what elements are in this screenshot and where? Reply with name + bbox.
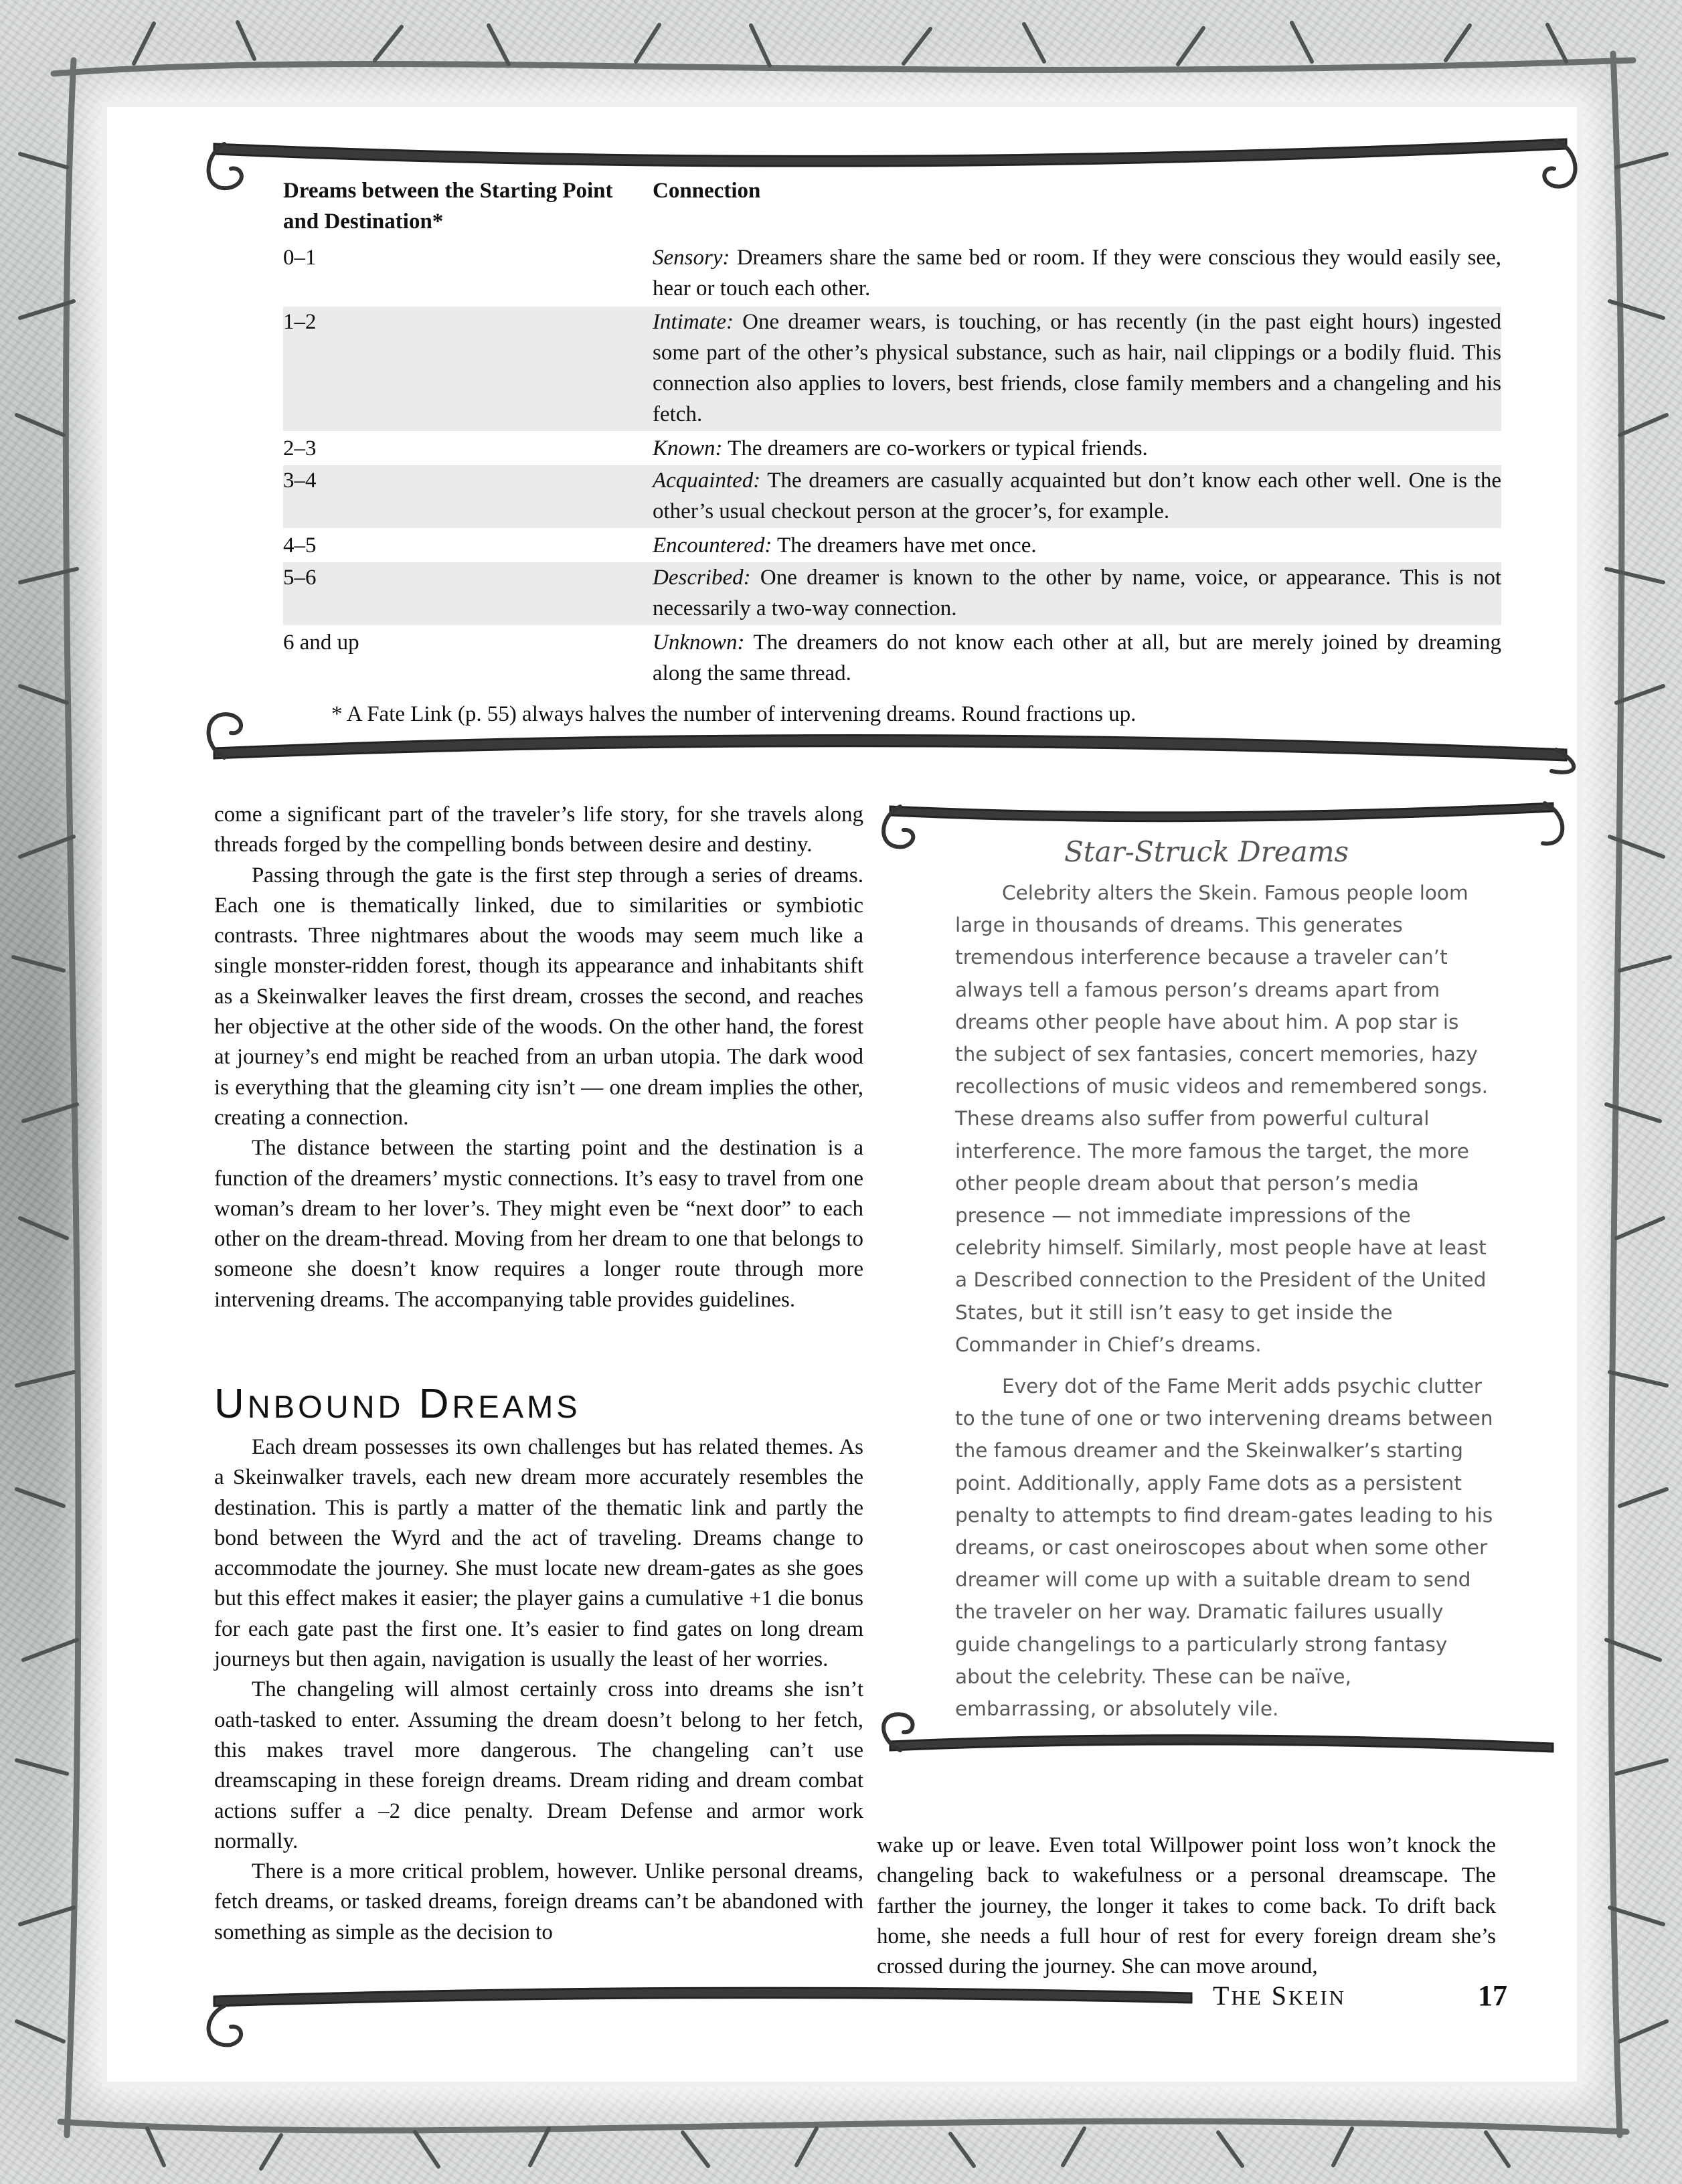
row-distance: 1–2 [283,310,317,334]
table-row [283,627,1501,690]
row-distance: 6 and up [283,631,359,655]
sidebar-title: Star-Struck Dreams [1064,835,1349,868]
table-footnote: * A Fate Link (p. 55) always halves the number of intervening dreams. Round fractions up. [331,702,1137,726]
sidebar-paragraph: Celebrity alters the Skein. Famous people loom large in thousands of dreams. This generates tremendous interference because a traveler can’t always tell a famous person’s dreams apart from dreams other people have about him. A pop star is the subject of sex fantasies, concert memories, hazy recollections of music videos and remembered songs. These dreams also suffer from powerful cultural interference. The more famous the target, the more other people dream about that person’s media presence — not immediate impressions of the celebrity himself. Similarly, most people have at least a Described connection to the President of the United States, but it still isn’t easy to get inside the Commander in Chief’s dreams. [955,881,1488,1356]
paragraph: The distance between the starting point and the destination is a function of the dreamers’ mystic connections. It’s easy to travel from one woman’s dream to her lover’s. They might even be “next door” to each other on the dream-thread. Moving from her dream to one that belongs to someone she doesn’t know requires a longer route through more intervening dreams. The accompanying table provides guidelines. [214,1136,863,1312]
page-number: 17 [1478,1979,1507,2012]
row-distance: 3–4 [283,469,317,493]
right-column-lower [877,1831,1496,1982]
row-connection: Known: The dreamers are co-workers or typical friends. [653,436,1148,460]
sidebar-star-struck-dreams [955,877,1497,1725]
table-row [283,307,1501,431]
left-column-lower [214,1432,863,1948]
left-column-upper [214,800,863,1315]
table-row [283,562,1501,625]
paragraph: There is a more critical problem, however. Unlike personal dreams, fetch dreams, or tasked dreams, foreign dreams can’t be abandoned with something as simple as the decision to [214,1859,863,1944]
row-connection: Unknown: The dreamers do not know each other at all, but are merely joined by dreaming along the same thread. [653,631,1501,685]
row-distance: 2–3 [283,436,317,460]
table-row [283,465,1501,528]
row-connection: Sensory: Dreamers share the same bed or room. If they were conscious they would easily see, hear or touch each other. [653,246,1501,301]
table-row [283,242,1501,307]
table-row [283,433,1501,465]
sidebar-paragraph: Every dot of the Fame Merit adds psychic clutter to the tune of one or two intervening dreams between the famous dreamer and the Skeinwalker’s starting point. Additionally, apply Fame dots as a persistent penalty to attempts to find dream-gates leading to his dreams, or cast oneiroscopes about when some other dreamer will come up with a suitable dream to send the traveler on her way. Dramatic failures usually guide changelings to a particularly strong fantasy about the celebrity. These can be naïve, embarrassing, or absolutely vile. [955,1375,1493,1721]
table-header-distance: Dreams between the Starting Point and Destination* [283,179,613,234]
row-connection: Encountered: The dreamers have met once. [653,533,1037,558]
row-distance: 5–6 [283,566,317,590]
paragraph: Each dream possesses its own challenges but has related themes. As a Skeinwalker travels, each new dream more accurately resembles the destination. This is partly a matter of the thematic link and partly the bond between the Wyrd and the act of traveling. Dreams change to accommodate the journey. She must locate new dream-gates as she goes but this effect makes it easier; the player gains a cumulative +1 die bonus for each gate past the first one. It’s easier to find gates on long dream journeys but then again, navigation is usually the least of her worries. [214,1435,863,1672]
paragraph: wake up or leave. Even total Willpower point loss won’t knock the changeling back to wakefulness or a personal dreamscape. The farther the journey, the longer it takes to come back. To drift back home, she needs a full hour of rest for every foreign dream she’s crossed during the journey. She can move around, [877,1833,1496,1979]
row-connection: Intimate: One dreamer wears, is touching, or has recently (in the past eight hours) ingested some part of the other’s physical substance, such as hair, nail clippings or a bodily fluid. This connection also applies to lovers, best friends, close family members and a changeling and his fetch. [653,310,1501,426]
row-distance: 4–5 [283,533,317,558]
row-connection: Described: One dreamer is known to the other by name, voice, or appearance. This is not necessarily a two-way connection. [653,566,1502,620]
table-row [283,530,1501,562]
row-distance: 0–1 [283,246,317,270]
running-footer-title: THE SKEIN [1213,1981,1347,2011]
paragraph: come a significant part of the traveler’s life story, for she travels along threads forged by the compelling bonds between desire and destiny. [214,803,863,857]
section-heading-unbound-dreams: UNBOUND DREAMS [214,1381,581,1427]
paragraph: Passing through the gate is the first step through a series of dreams. Each one is thematically linked, due to similarities or symbiotic contrasts. Three nightmares about the woods may seem much like a single monster-ridden forest, though its appearance and inhabitants shift as a Skeinwalker leaves the first dream, crosses the second, and reaches her objective at the other side of the woods. On the other hand, the forest at journey’s end might be reached from an urban utopia. The dark wood is everything that the gleaming city isn’t — one dream implies the other, creating a connection. [214,863,863,1130]
table-header-connection: Connection [653,179,761,203]
row-connection: Acquainted: The dreamers are casually acquainted but don’t know each other well. One is the other’s usual checkout person at the grocer’s, for example. [653,469,1501,523]
paragraph: The changeling will almost certainly cross into dreams she isn’t oath-tasked to enter. Assuming the dream doesn’t belong to her fetch, this makes travel more dangerous. The changeling can’t use dreamscaping in these foreign dreams. Dream riding and dream combat actions suffer a –2 dice penalty. Dream Defense and armor work normally. [214,1677,863,1853]
